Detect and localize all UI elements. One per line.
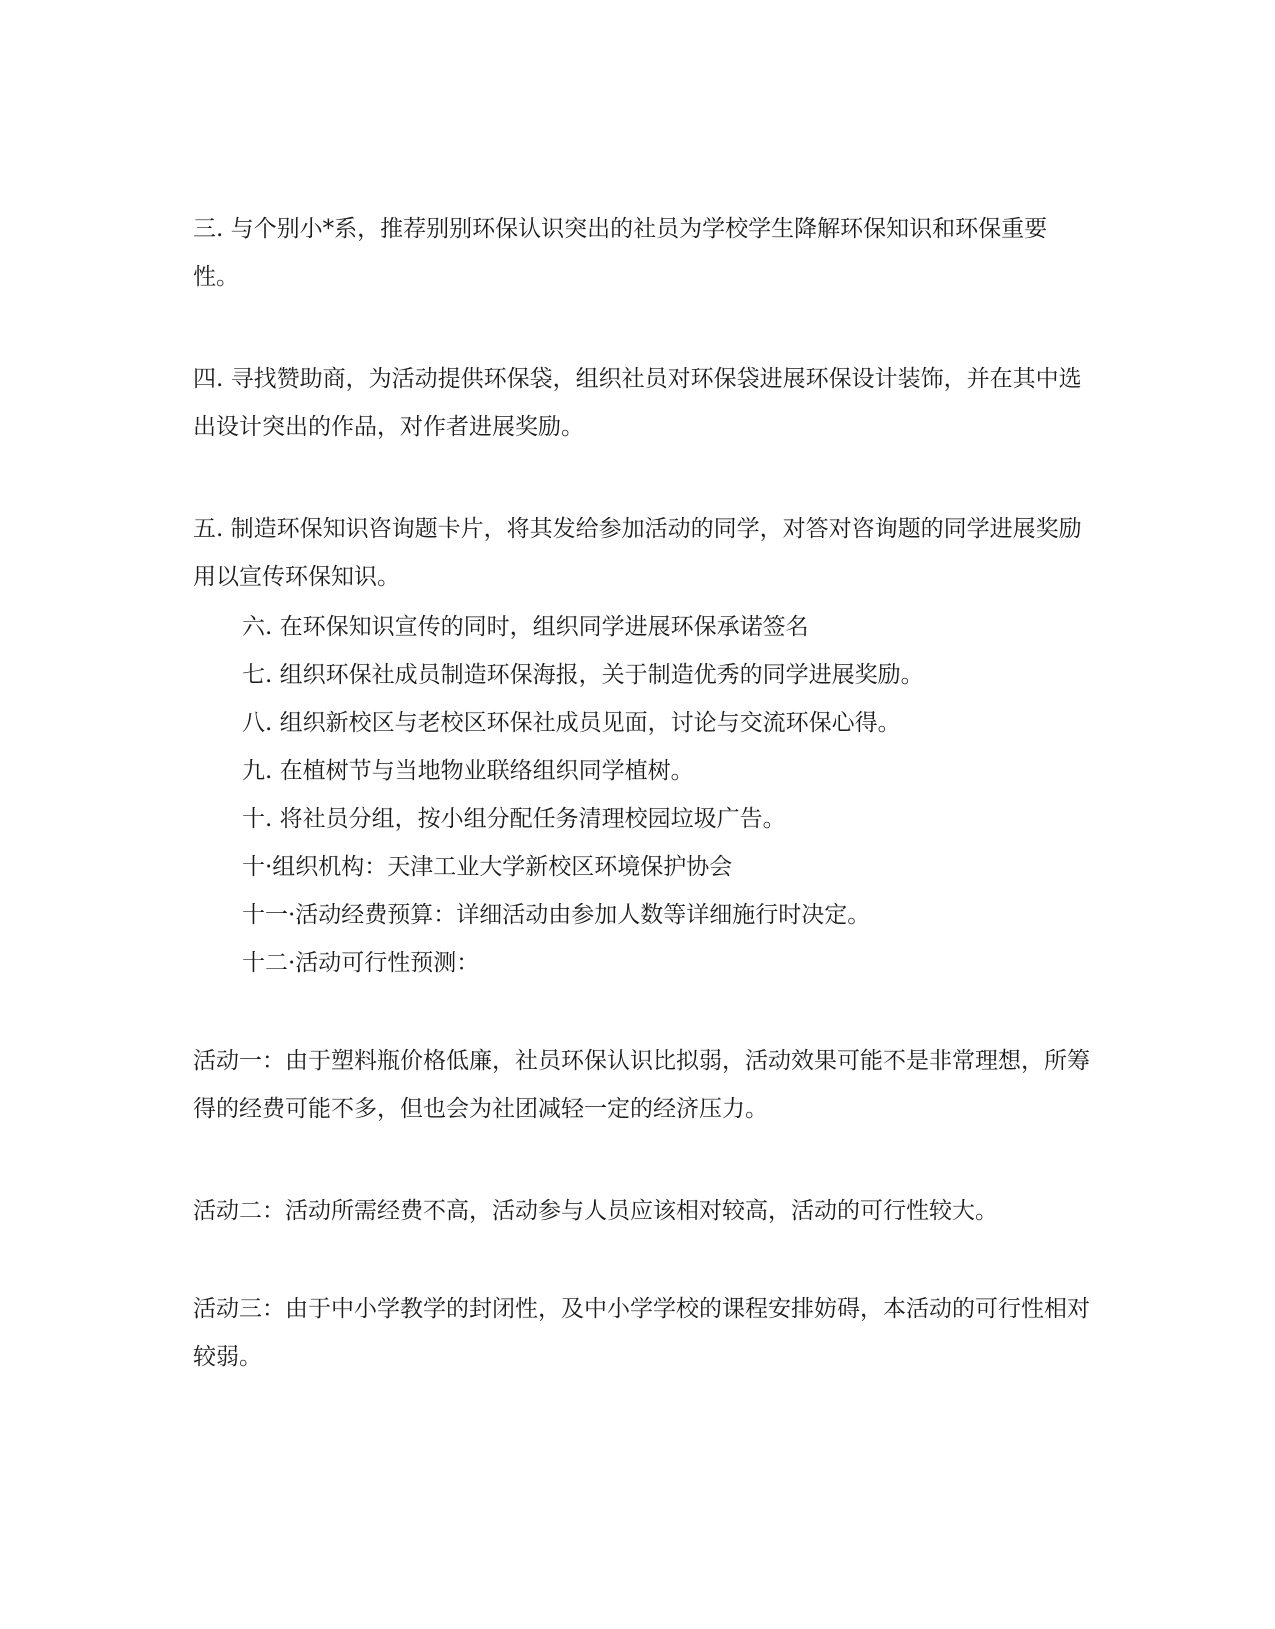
paragraph-item-3: 三. 与个别小*系，推荐别别环保认识突出的社员为学校学生降解环保知识和环保重要性。 (193, 216, 1048, 290)
paragraph-item-5: 五. 制造环保知识咨询题卡片，将其发给参加活动的同学，对答对咨询题的同学进展奖励用以宣传环保知识。 (193, 516, 1082, 590)
list-item-6: 六. 在环保知识宣传的同时，组织同学进展环保承诺签名 (242, 614, 809, 640)
feasibility-heading: 十二·活动可行性预测： (242, 950, 480, 976)
list-item-8: 八. 组织新校区与老校区环保社成员见面，讨论与交流环保心得。 (242, 710, 901, 736)
list-item-9: 九. 在植树节与当地物业联络组织同学植树。 (242, 758, 694, 784)
organization-line: 十·组织机构：天津工业大学新校区环境保护协会 (242, 854, 733, 880)
feasibility-activity-1: 活动一：由于塑料瓶价格低廉，社员环保认识比拟弱，活动效果可能不是非常理想，所筹得的经费可能不多，但也会为社团减轻一定的经济压力。 (193, 1048, 1090, 1122)
feasibility-activity-3: 活动三：由于中小学教学的封闭性，及中小学学校的课程安排妨碍，本活动的可行性相对较弱。 (193, 1296, 1090, 1370)
paragraph-item-4: 四. 寻找赞助商，为活动提供环保袋，组织社员对环保袋进展环保设计装饰，并在其中选出设计突出的作品，对作者进展奖励。 (193, 366, 1082, 440)
budget-line: 十一·活动经费预算：详细活动由参加人数等详细施行时决定。 (242, 902, 871, 928)
list-item-10: 十. 将社员分组，按小组分配任务清理校园垃圾广告。 (242, 806, 786, 832)
feasibility-activity-2: 活动二：活动所需经费不高，活动参与人员应该相对较高，活动的可行性较大。 (193, 1198, 998, 1224)
list-item-7: 七. 组织环保社成员制造环保海报，关于制造优秀的同学进展奖励。 (242, 662, 924, 688)
